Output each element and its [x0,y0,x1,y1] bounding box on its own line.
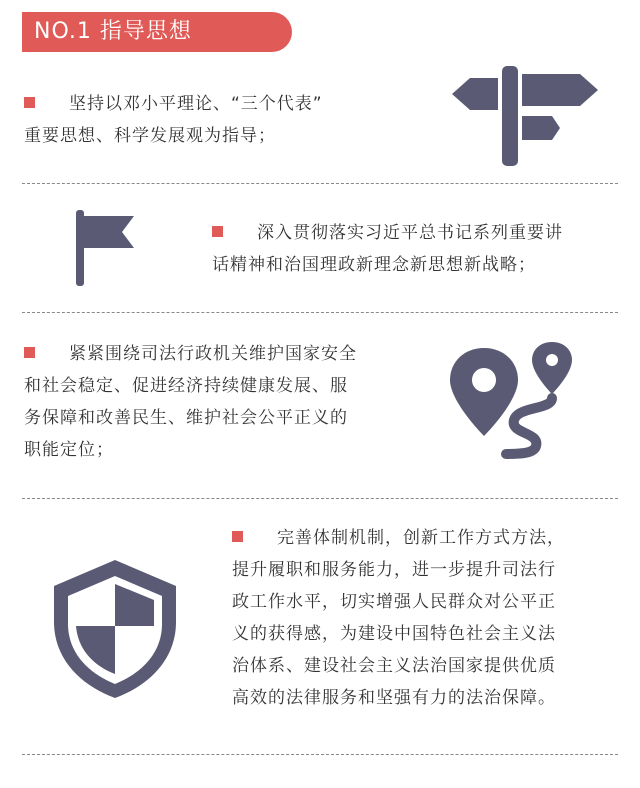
divider [22,183,618,184]
item-2-line-1: 深入贯彻落实习近平总书记系列重要讲 [257,223,563,243]
divider [22,754,618,755]
item-4-line-3: 政工作水平，切实增强人民群众对公平正 [232,592,556,612]
bullet-marker [232,531,243,542]
item-3-line-4: 职能定位； [24,440,114,460]
item-4-line-2: 提升履职和服务能力，进一步提升司法行 [232,560,556,580]
item-1-line-1: 坚持以邓小平理论、“三个代表” [69,94,323,114]
flag-icon [74,208,136,288]
item-4-line-5: 治体系、建设社会主义法治国家提供优质 [232,656,556,676]
item-4-line-6: 高效的法律服务和坚强有力的法治保障。 [232,688,556,708]
item-3-line-1: 紧紧围绕司法行政机关维护国家安全 [69,344,357,364]
signpost-icon [452,64,600,168]
shield-icon [50,556,180,700]
item-3-line-2: 和社会稳定、促进经济持续健康发展、服 [24,376,348,396]
item-3-text [24,338,434,466]
item-1-line-2: 重要思想、科学发展观为指导； [24,126,276,146]
divider [22,312,618,313]
item-1-text [24,88,424,152]
item-2-line-2: 话精神和治国理政新理念新思想新战略； [212,255,536,275]
section-title: NO.1 指导思想 [22,12,292,52]
bullet-marker [24,347,35,358]
item-2-text [212,217,632,281]
bullet-marker [212,226,223,237]
divider [22,498,618,499]
bullet-marker [24,97,35,108]
item-4-line-4: 义的获得感，为建设中国特色社会主义法 [232,624,556,644]
item-4-line-1: 完善体制机制，创新工作方式方法， [277,528,565,548]
item-3-line-3: 务保障和改善民生、维护社会公平正义的 [24,408,348,428]
map-route-icon [448,340,578,460]
item-4-text [232,522,632,714]
